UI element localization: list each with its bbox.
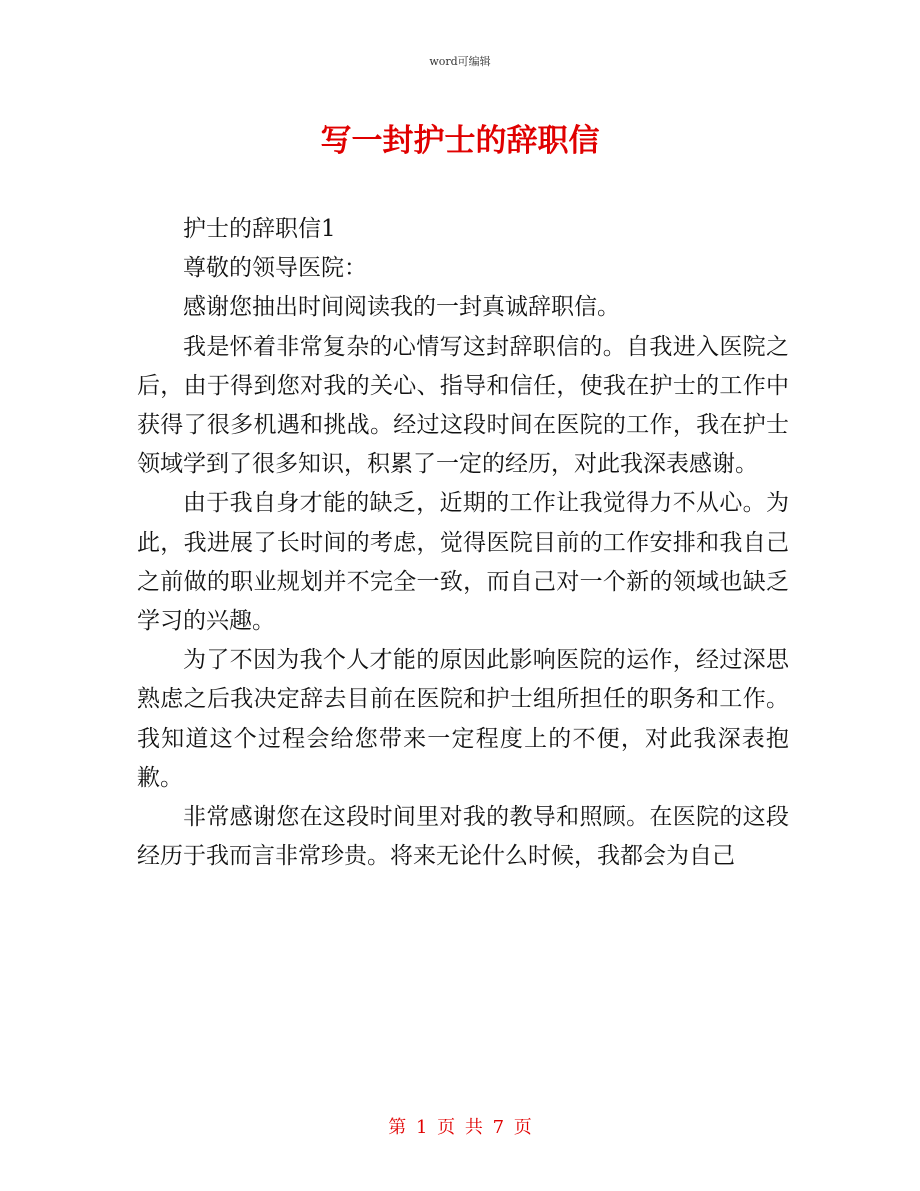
paragraph: 尊敬的领导医院： [183,255,367,282]
paragraph: 非常感谢您在这段时间里对我的教导和照顾。在医院的这段经历于我而言非常珍贵。将来无论什么时候，我都会为自己 [137,804,789,870]
page-footer: 第 1 页 共 7 页 [388,1117,532,1138]
paragraph: 我是怀着非常复杂的心情写这封辞职信的。自我进入医院之后，由于得到您对我的关心、指导和信任，使我在护士的工作中获得了很多机遇和挑战。经过这段时间在医院的工作，我在护士领域学到了很多知识，积累了一定的经历，对此我深表感谢。 [137,333,789,478]
paragraph: 为了不因为我个人才能的原因此影响医院的运作，经过深思熟虑之后我决定辞去目前在医院和护士组所担任的职务和工作。我知道这个过程会给您带来一定程度上的不便，对此我深表抱歉。 [137,647,789,791]
paragraph: 由于我自身才能的缺乏，近期的工作让我觉得力不从心。为此，我进展了长时间的考虑，觉得医院目前的工作安排和我自己之前做的职业规划并不完全一致，而自己对一个新的领域也缺乏学习的兴趣。 [137,490,789,635]
header-note: word可编辑 [429,55,491,68]
paragraph: 感谢您抽出时间阅读我的一封真诚辞职信。 [183,294,620,321]
paragraph: 护士的辞职信1 [183,216,336,242]
document-body [137,210,789,876]
document-title: 写一封护士的辞职信 [320,123,600,159]
